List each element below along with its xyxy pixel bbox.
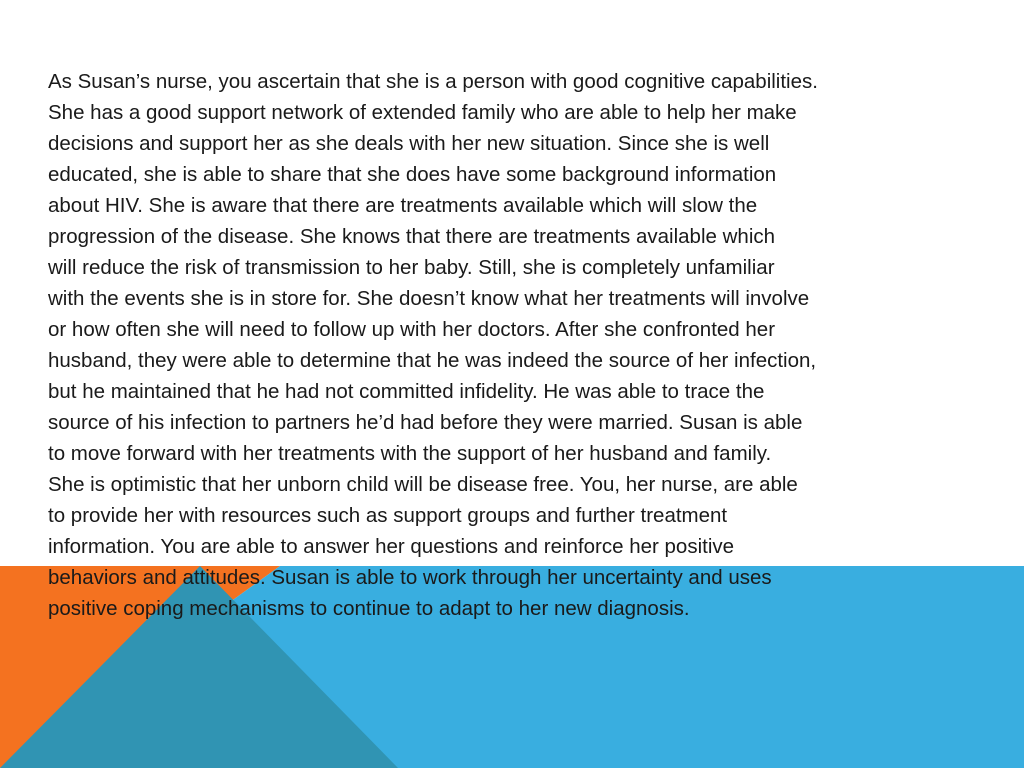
text-line: progression of the disease. She knows that there are treatments available which [48,225,776,248]
text-line: information. You are able to answer her questions and reinforce her positive [48,535,735,558]
text-line: but he maintained that he had not committed infidelity. He was able to trace the [48,380,765,403]
text-line: behaviors and attitudes. Susan is able to work through her uncertainty and uses [48,566,772,589]
text-line: source of his infection to partners he’d had before they were married. Susan is able [48,411,803,434]
text-line: will reduce the risk of transmission to her baby. Still, she is completely unfamiliar [48,256,775,279]
text-line: decisions and support her as she deals with her new situation. Since she is well [48,132,770,155]
text-line: to move forward with her treatments with the support of her husband and family. [48,442,772,465]
body-paragraph [48,66,978,624]
text-line: with the events she is in store for. She doesn’t know what her treatments will involve [48,287,810,310]
text-line: As Susan’s nurse, you ascertain that she is a person with good cognitive capabilities. [48,70,818,93]
text-line: positive coping mechanisms to continue to adapt to her new diagnosis. [48,597,690,620]
text-line: husband, they were able to determine that he was indeed the source of her infection, [48,349,817,372]
text-line: educated, she is able to share that she does have some background information [48,163,777,186]
text-line: She is optimistic that her unborn child will be disease free. You, her nurse, are able [48,473,798,496]
text-line: or how often she will need to follow up with her doctors. After she confronted her [48,318,776,341]
text-line: about HIV. She is aware that there are treatments available which will slow the [48,194,758,217]
text-line: She has a good support network of extended family who are able to help her make [48,101,797,124]
text-line: to provide her with resources such as support groups and further treatment [48,504,728,527]
